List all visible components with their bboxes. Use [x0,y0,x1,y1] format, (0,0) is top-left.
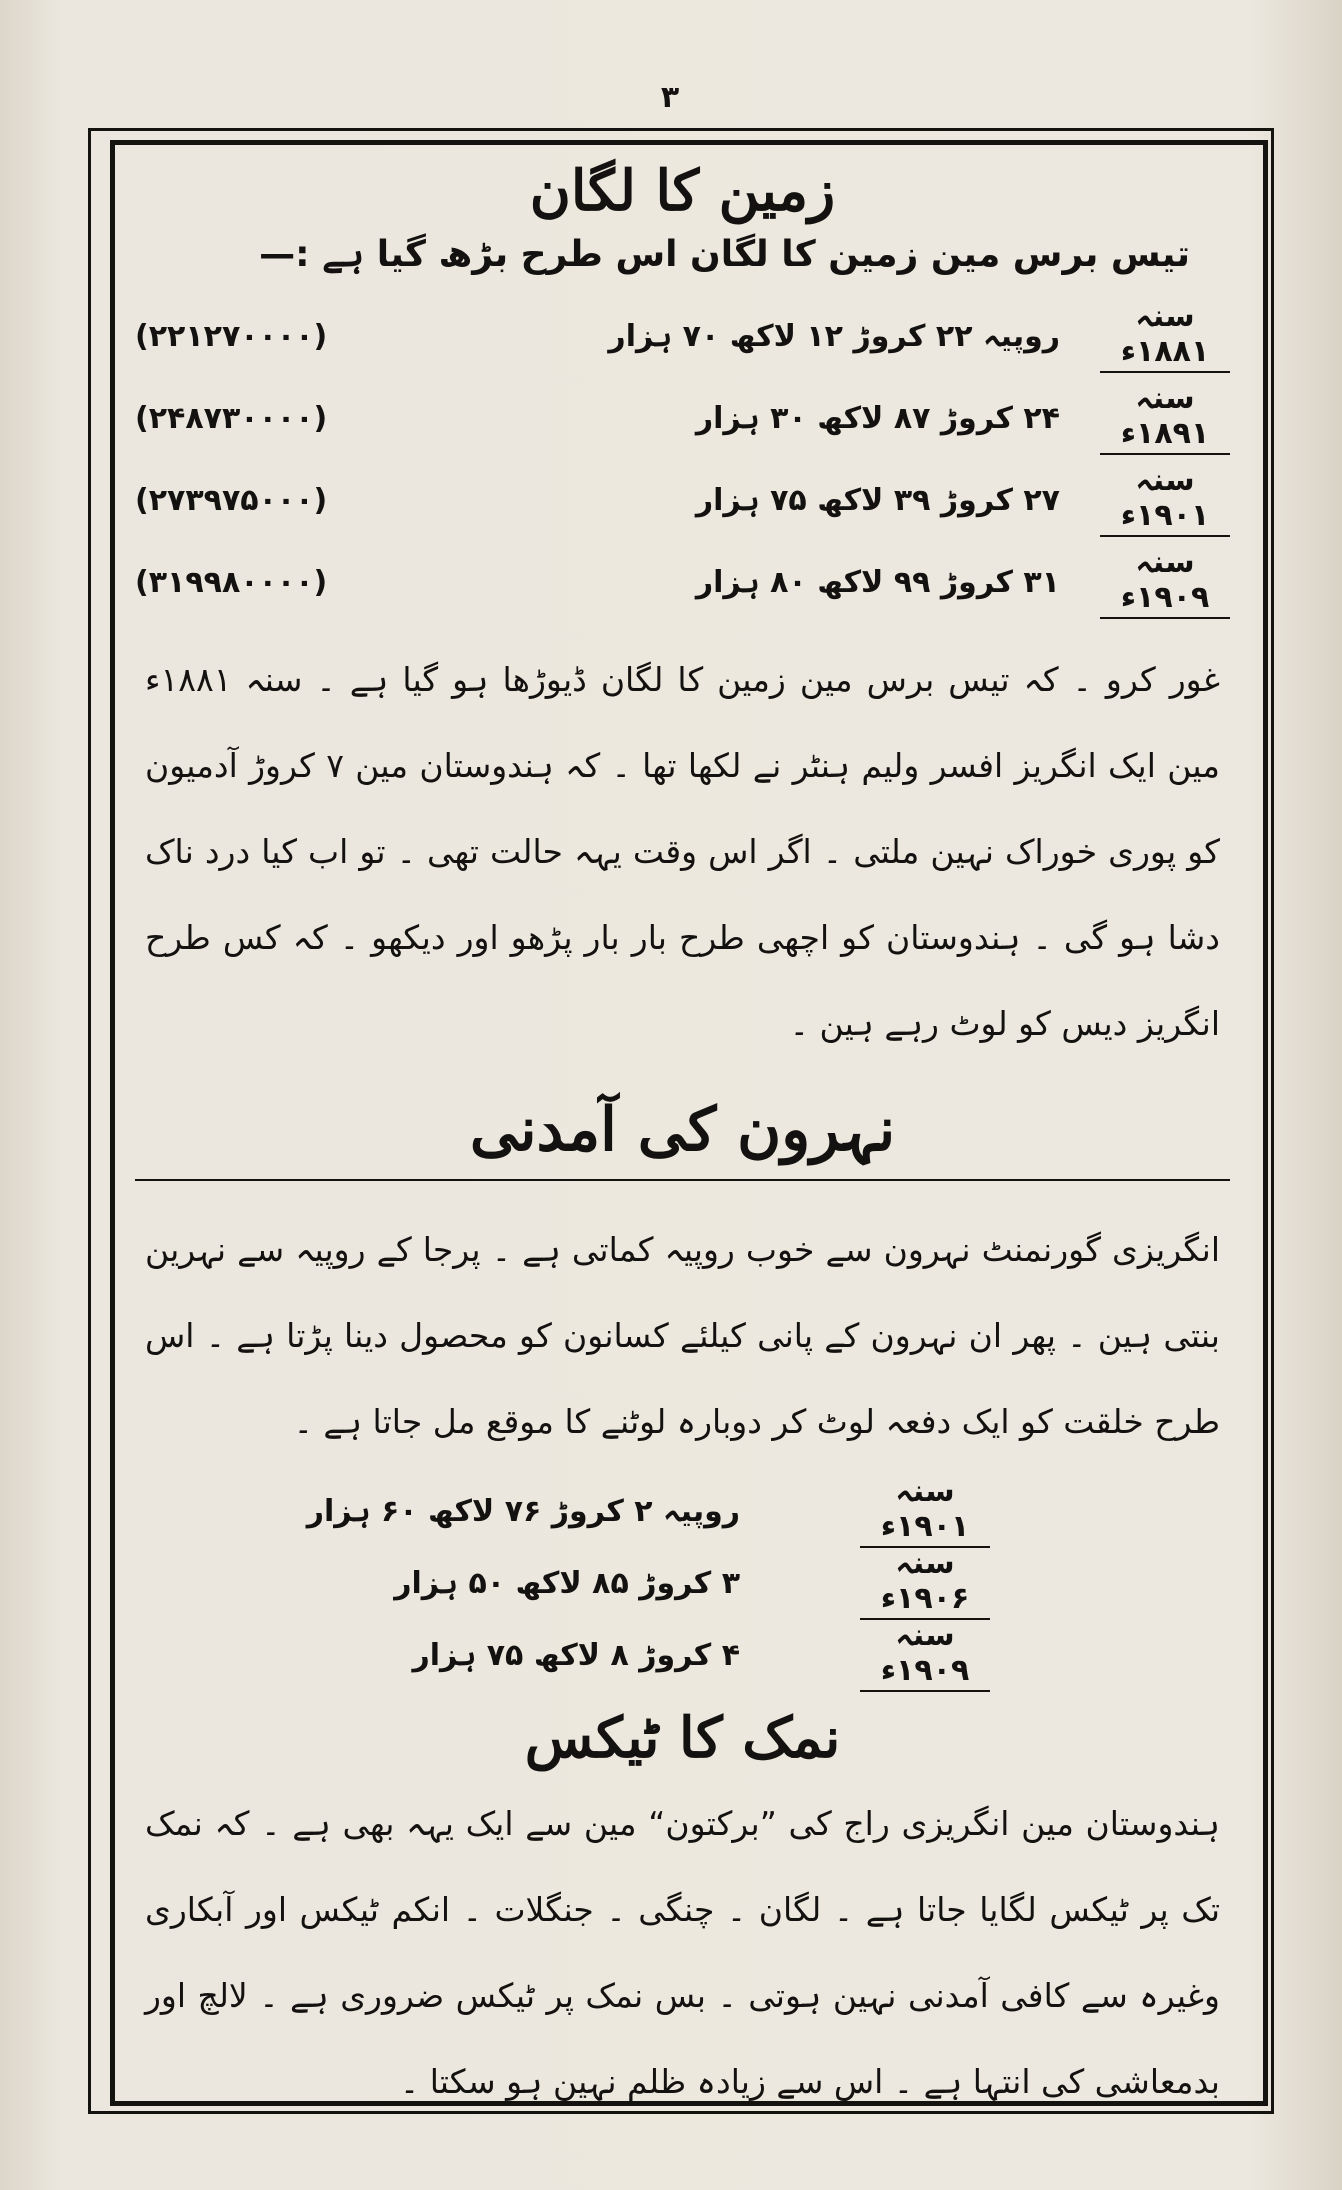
table-row [135,459,1230,541]
year-cell: سنہ ۱۹۰۹ء [860,1618,990,1692]
section-title-salt-tax: نمک کا ٹیکس [524,1705,841,1771]
canal-income-paragraph: انگریزی گورنمنٹ نہرون سے خوب روپیہ کماتی ہے ۔ پرجا کے روپیہ سے نہرین بنتی ہین ۔ پھر ان نہرون کے پانی کیلئے کسانون کو محصول دینا پڑتا ہے ۔ اس طرح خلقت کو ایک دفعہ لوٹ کر دوبارہ لوٹنے کا موقع مل جاتا ہے ۔ [145,1230,1220,1441]
amount-cell: ۲۴ کروڑ ۸۷ لاکھ ۳۰ ہزار [695,400,1060,436]
year-cell: سنہ ۱۹۰۹ء [1100,545,1230,619]
page-content [135,150,1230,2101]
amount-cell: ۴ کروڑ ۸ لاکھ ۷۵ ہزار [412,1637,740,1673]
year-cell: سنہ ۱۸۹۱ء [1100,381,1230,455]
section-title-land-revenue: زمین کا لگان [529,158,836,224]
land-revenue-table [135,295,1230,623]
year-cell: سنہ ۱۸۸۱ء [1100,299,1230,373]
section-title-canal-income: نہرون کی آمدنی [469,1095,896,1165]
page-number: ۳ [660,80,680,115]
table-row [135,541,1230,623]
year-cell: سنہ ۱۹۰۱ء [1100,463,1230,537]
year-cell: سنہ ۱۹۰۶ء [860,1546,990,1620]
table-row [135,1547,1230,1619]
year-cell: سنہ ۱۹۰۱ء [860,1474,990,1548]
value-cell: (۲۴۸۷۳۰۰۰۰) [135,400,328,436]
amount-cell: روپیہ ۲ کروڑ ۷۶ لاکھ ۶۰ ہزار [306,1493,740,1529]
value-cell: (۲۲۱۲۷۰۰۰۰) [135,318,328,354]
canal-income-table [135,1475,1230,1691]
land-revenue-paragraph: غور کرو ۔ کہ تیس برس مین زمین کا لگان ڈیوڑھا ہو گیا ہے ۔ سنہ ۱۸۸۱ء مین ایک انگریز افسر ولیم ہنٹر نے لکھا تھا ۔ کہ ہندوستان مین ۷ کروڑ آدمیون کو پوری خوراک نہین ملتی ۔ اگر اس وقت یہہ حالت تھی ۔ تو اب کیا درد ناک دشا ہو گی ۔ ہندوستان کو اچھی طرح بار بار پڑھو اور دیکھو ۔ کہ کس طرح انگریز دیس کو لوٹ رہے ہین ۔ [145,660,1220,1043]
amount-cell: ۳ کروڑ ۸۵ لاکھ ۵۰ ہزار [394,1565,740,1601]
value-cell: (۳۱۹۹۸۰۰۰۰) [135,564,328,600]
amount-cell: روپیہ ۲۲ کروڑ ۱۲ لاکھ ۷۰ ہزار [608,318,1060,354]
amount-cell: ۳۱ کروڑ ۹۹ لاکھ ۸۰ ہزار [695,564,1060,600]
amount-cell: ۲۷ کروڑ ۳۹ لاکھ ۷۵ ہزار [695,482,1060,518]
table-row [135,1475,1230,1547]
table-row [135,377,1230,459]
salt-tax-paragraph: ہندوستان مین انگریزی راج کی ”برکتون“ مین سے ایک یہہ بھی ہے ۔ کہ نمک تک پر ٹیکس لگایا جاتا ہے ۔ لگان ۔ چنگی ۔ جنگلات ۔ انکم ٹیکس اور آبکاری وغیرہ سے کافی آمدنی نہین ہوتی ۔ بس نمک پر ٹیکس ضروری ہے ۔ لالچ اور بدمعاشی کی انتہا ہے ۔ اس سے زیادہ ظلم نہین ہو سکتا ۔ [145,1804,1220,2101]
table-row [135,1619,1230,1691]
land-revenue-intro: تیس برس مین زمین کا لگان اس طرح بڑھ گیا ہے :— [259,234,1190,275]
table-row [135,295,1230,377]
section-divider [135,1179,1230,1181]
value-cell: (۲۷۳۹۷۵۰۰۰) [135,482,328,518]
